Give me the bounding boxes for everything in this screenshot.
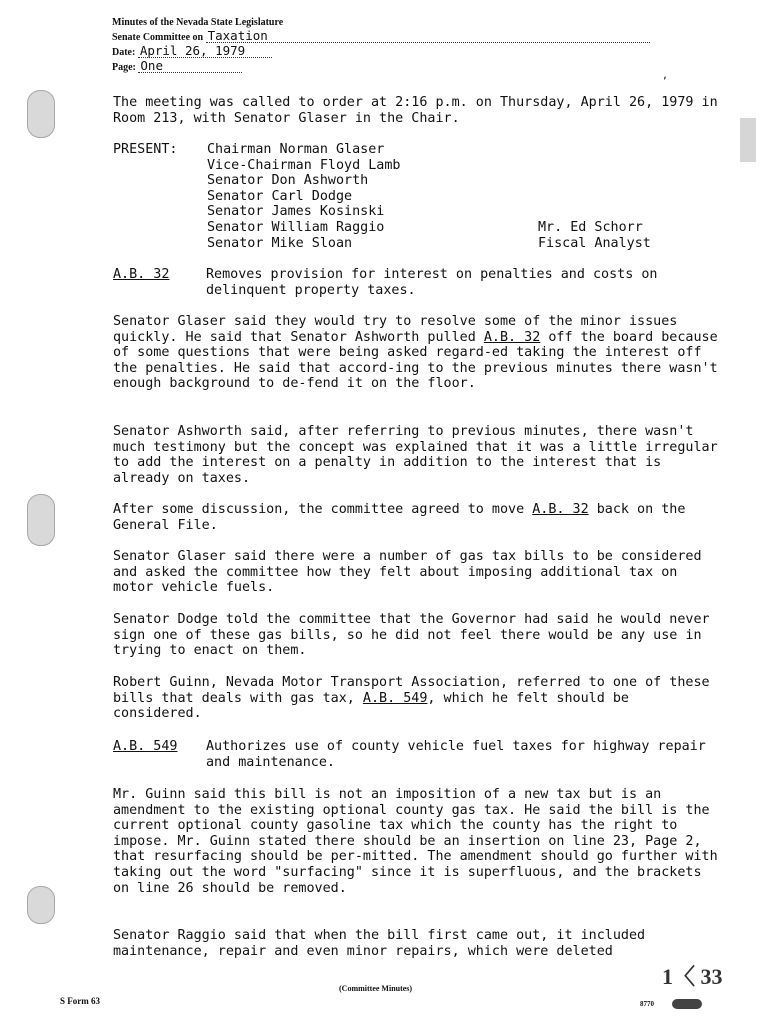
member-item: Senator Don Ashworth bbox=[207, 173, 369, 189]
text-run: Senator Glaser said they would try to resolve some of the minor issues quickly. He said that Senator Ashworth pulled bbox=[113, 314, 678, 345]
header-title: Minutes of the Nevada State Legislature bbox=[112, 17, 284, 28]
bill-reference: A.B. 32 bbox=[532, 502, 589, 517]
printer-logo-icon bbox=[672, 999, 702, 1009]
member-item: Senator Carl Dodge bbox=[207, 188, 353, 204]
date-line bbox=[112, 44, 650, 59]
page-value: One bbox=[138, 59, 242, 73]
bill-row-ab549 bbox=[113, 739, 723, 771]
form-code: 8770 bbox=[640, 1000, 654, 1008]
paragraph-raggio: Senator Raggio said that when the bill first came out, it included maintenance, repair and even minor repairs, which were deleted bbox=[113, 928, 646, 959]
bill-reference: A.B. 549 bbox=[362, 690, 428, 706]
committee-line bbox=[112, 29, 650, 44]
member-item: Vice-Chairman Floyd Lamb bbox=[207, 157, 401, 173]
bill-description: Removes provision for interest on penalties and costs on delinquent property taxes. bbox=[206, 267, 658, 298]
committee-label: Senate Committee on bbox=[112, 32, 204, 43]
date-label: Date: bbox=[112, 47, 136, 58]
intro-paragraph: The meeting was called to order at 2:16 p.m. on Thursday, April 26, 1979 in Room 213, with Senator Glaser in the Chair. bbox=[113, 95, 718, 126]
page-line bbox=[112, 59, 650, 74]
minutes-header bbox=[112, 16, 650, 74]
bill-id: A.B. 549 bbox=[113, 739, 178, 754]
form-label: S Form 63 bbox=[60, 996, 100, 1006]
staff-name: Mr. Ed Schorr bbox=[538, 220, 643, 235]
bill-reference: A.B. 32 bbox=[483, 329, 541, 345]
staff-title: Fiscal Analyst bbox=[538, 235, 651, 251]
text-run: , which he felt should be considered. bbox=[113, 690, 629, 722]
member-item: Chairman Norman Glaser bbox=[207, 142, 385, 157]
paragraph-discussion bbox=[113, 502, 723, 533]
stray-mark: , bbox=[662, 70, 669, 81]
staff-block bbox=[538, 220, 651, 251]
member-item: Senator James Kosinski bbox=[207, 204, 385, 220]
paragraph-guinn-amendment: Mr. Guinn said this bill is not an imposition of a new tax but is an amendment to the existing optional county gas tax. He said the bill is the current optional county gasoline tax which the county has the right to impose. Mr. Guinn stated there should be an insertion on line 23, Page 2, that resurfacing should be per-mitted. The amendment should go further with taking out the word "surfacing" since it is superfluous, and the brackets on line 26 should be removed. bbox=[113, 787, 718, 896]
binder-hole-middle bbox=[27, 494, 55, 546]
member-item: Senator William Raggio bbox=[207, 219, 385, 235]
paragraph-dodge: Senator Dodge told the committee that the Governor had said he would never sign one of these gas bills, so he did not feel there would be any use in trying to enact on them. bbox=[113, 612, 710, 659]
text-run: back on the General File. bbox=[113, 502, 686, 533]
binder-hole-top bbox=[27, 90, 55, 138]
bill-description: Authorizes use of county vehicle fuel taxes for highway repair and maintenance. bbox=[206, 739, 706, 770]
bill-row-ab32 bbox=[113, 267, 723, 299]
committee-value: Taxation bbox=[206, 29, 650, 43]
committee-minutes-label: (Committee Minutes) bbox=[339, 984, 413, 993]
scan-mark bbox=[740, 118, 756, 162]
bill-id: A.B. 32 bbox=[113, 267, 170, 282]
paragraph-gas-tax: Senator Glaser said there were a number of gas tax bills to be considered and asked the committee how they felt about imposing additional tax on motor vehicle fuels. bbox=[113, 549, 702, 596]
present-members bbox=[207, 142, 400, 251]
paragraph-glaser-ab32 bbox=[113, 314, 723, 392]
binder-hole-bottom bbox=[27, 886, 55, 924]
present-label: PRESENT: bbox=[113, 142, 178, 157]
paragraph-guinn bbox=[113, 675, 723, 722]
text-run: After some discussion, the committee agreed to move bbox=[113, 502, 533, 517]
text-run: off the board because of some questions that were being asked regard-ed taking the interest off the penalties. He said that accord-ing to the previous minutes there wasn't enough background to de-fend it on the floor. bbox=[113, 329, 718, 392]
member-item: Senator Mike Sloan bbox=[207, 235, 353, 251]
page-number: 1〈 33 bbox=[662, 964, 723, 989]
date-value: April 26, 1979 bbox=[138, 44, 272, 58]
paragraph-ashworth: Senator Ashworth said, after referring to previous minutes, there wasn't much testimony but the concept was explained that it was a little irregular to add the interest on a penalty in addition to the interest that is already on taxes. bbox=[113, 424, 718, 486]
text-run: Robert Guinn, Nevada Motor Transport Association, referred to one of these bills that deals with gas tax, bbox=[113, 675, 710, 706]
page-label: Page: bbox=[112, 62, 136, 73]
